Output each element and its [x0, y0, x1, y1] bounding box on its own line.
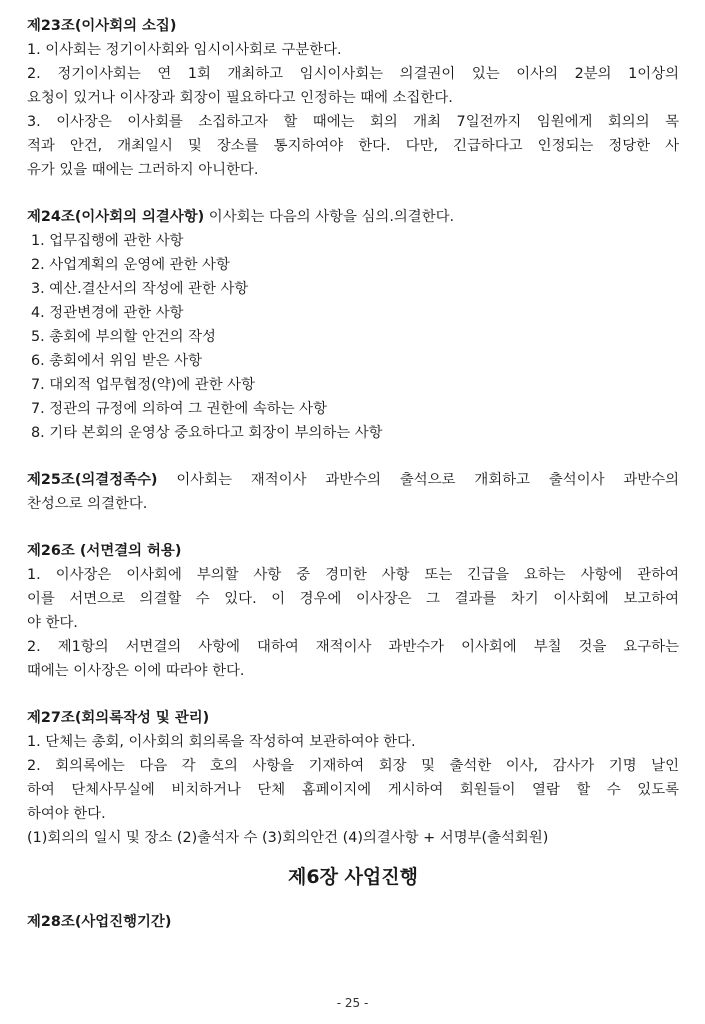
article-24-title: 제24조(이사회의 의결사항) — [27, 209, 205, 225]
article-27-para-1: 1. 단체는 총회, 이사회의 회의록을 작성하여 보관하여야 한다. — [27, 734, 416, 750]
article-26-para-2-line-1: 2. 제1항의 서면결의 사항에 대하여 재적이사 과반수가 이사회에 부칠 것을 요구하는 — [27, 639, 679, 655]
article-26-para-2-line-2: 때에는 이사장은 이에 따라야 한다. — [27, 663, 245, 679]
article-28-title: 제28조(사업진행기간) — [27, 914, 172, 930]
article-23-para-2-line-1: 2. 정기이사회는 연 1회 개최하고 임시이사회는 의결권이 있는 이사의 2분의 1이상의 — [27, 66, 679, 82]
article-24-intro: 이사회는 다음의 사항을 심의.의결한다. — [204, 209, 455, 225]
article-24-item: 1. 업무집행에 관한 사항 — [31, 233, 184, 249]
article-26-para-1-line-3: 야 한다. — [27, 615, 78, 631]
article-24-item: 4. 정관변경에 관한 사항 — [31, 305, 184, 321]
document-page — [27, 14, 679, 934]
article-24-item: 2. 사업계획의 운영에 관한 사항 — [31, 257, 230, 273]
article-24-item: 8. 기타 본회의 운영상 중요하다고 회장이 부의하는 사항 — [31, 425, 383, 441]
article-27-para-2-line-3: 하여야 한다. — [27, 806, 106, 822]
article-24-item: 5. 총회에 부의할 안건의 작성 — [31, 329, 216, 345]
article-23-para-1: 1. 이사회는 정기이사회와 임시이사회로 구분한다. — [27, 42, 342, 58]
article-27-para-2-line-2: 하여 단체사무실에 비치하거나 단체 홈페이지에 게시하여 회원들이 열람 할 수 있도록 — [27, 782, 679, 798]
article-25-line-1 — [27, 468, 679, 492]
article-27-para-3: (1)회의의 일시 및 장소 (2)출석자 수 (3)회의안건 (4)의결사항 + 서명부(출석회원) — [27, 830, 549, 846]
article-24-heading — [27, 205, 679, 229]
article-26-para-1-line-2: 이를 서면으로 의결할 수 있다. 이 경우에 이사장은 그 결과를 차기 이사회에 보고하여 — [27, 591, 679, 607]
article-23-para-3-line-2: 적과 안건, 개최일시 및 장소를 통지하여야 한다. 다만, 긴급하다고 인정되는 정당한 사 — [27, 138, 679, 154]
article-23-para-3-line-3: 유가 있을 때에는 그러하지 아니한다. — [27, 162, 259, 178]
article-23-para-2-line-2: 요청이 있거나 이사장과 회장이 필요하다고 인정하는 때에 소집한다. — [27, 90, 453, 106]
article-26-title: 제26조 (서면결의 허용) — [27, 543, 182, 559]
article-25-text: 이사회는 재적이사 과반수의 출석으로 개회하고 출석이사 과반수의 — [157, 472, 679, 488]
article-25-line-2: 찬성으로 의결한다. — [27, 496, 148, 512]
article-25-title: 제25조(의결정족수) — [27, 472, 158, 488]
chapter-title: 제6장 사업진행 — [288, 866, 418, 888]
article-23-para-3-line-1: 3. 이사장은 이사회를 소집하고자 할 때에는 회의 개최 7일전까지 임원에게 회의의 목 — [27, 114, 679, 130]
article-24-item: 7. 대외적 업무협정(약)에 관한 사항 — [31, 377, 255, 393]
article-23-title: 제23조(이사회의 소집) — [27, 18, 177, 34]
article-26-para-1-line-1: 1. 이사장은 이사회에 부의할 사항 중 경미한 사항 또는 긴급을 요하는 사항에 관하여 — [27, 567, 679, 583]
article-24-item: 6. 총회에서 위임 받은 사항 — [31, 353, 203, 369]
page-number: - 25 - — [336, 996, 369, 1010]
article-24-item: 7. 정관의 규정에 의하여 그 권한에 속하는 사항 — [31, 401, 327, 417]
article-27-para-2-line-1: 2. 회의록에는 다음 각 호의 사항을 기재하여 회장 및 출석한 이사, 감사가 기명 날인 — [27, 758, 679, 774]
article-24-item: 3. 예산.결산서의 작성에 관한 사항 — [31, 281, 249, 297]
article-27-title: 제27조(회의록작성 및 관리) — [27, 710, 210, 726]
